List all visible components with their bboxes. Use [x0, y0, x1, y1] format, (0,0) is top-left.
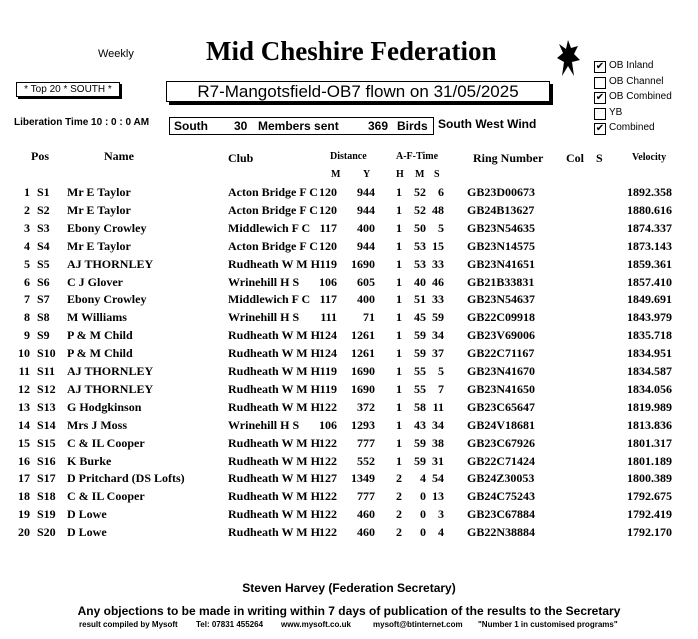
summary-members: 30 — [234, 119, 248, 133]
cell-pos: 16 — [18, 453, 30, 468]
cell-miles: 124 — [319, 346, 337, 361]
cell-pos: 12 — [18, 381, 30, 396]
table-row — [0, 489, 698, 507]
cell-miles: 120 — [319, 202, 337, 217]
cell-pos: 10 — [18, 346, 30, 361]
cell-name: AJ THORNLEY — [67, 256, 154, 271]
cell-hours: 1 — [396, 453, 402, 468]
cell-ring-number: GB22N38884 — [467, 525, 536, 540]
cell-yards: 1690 — [351, 256, 375, 271]
cell-yards: 71 — [363, 310, 375, 325]
cell-yards: 460 — [357, 525, 375, 540]
cell-hours: 1 — [396, 435, 402, 450]
cell-hours: 1 — [396, 346, 402, 361]
cell-seconds: 33 — [432, 292, 444, 307]
cell-name: Mr E Taylor — [67, 238, 131, 253]
cell-hours: 2 — [396, 525, 402, 540]
cell-hours: 1 — [396, 220, 402, 235]
cell-section-pos: S18 — [37, 489, 56, 504]
cell-ring-number: GB24B13627 — [467, 202, 535, 217]
cell-club: Wrinehill H S — [228, 417, 300, 432]
wind-direction: South West Wind — [438, 117, 537, 131]
cell-minutes: 50 — [414, 220, 426, 235]
cell-name: Mr E Taylor — [67, 202, 131, 217]
cell-yards: 400 — [357, 220, 375, 235]
table-row — [0, 507, 698, 525]
cell-minutes: 59 — [414, 346, 426, 361]
pigeon-logo-icon — [554, 38, 582, 78]
cell-ring-number: GB23D00673 — [467, 185, 536, 199]
checked-box-icon[interactable]: ✔ — [595, 61, 605, 72]
cell-seconds: 5 — [438, 220, 444, 235]
option-label: OB Channel — [609, 76, 664, 87]
federation-secretary: Steven Harvey (Federation Secretary) — [242, 581, 456, 595]
col-velocity-header: Velocity — [632, 152, 667, 163]
cell-seconds: 37 — [432, 346, 444, 361]
cell-ring-number: GB23N41670 — [467, 364, 536, 378]
table-row — [0, 382, 698, 400]
col-name-header: Name — [104, 149, 134, 163]
cell-section-pos: S20 — [37, 525, 56, 540]
cell-yards: 552 — [357, 453, 375, 468]
cell-hours: 1 — [396, 238, 402, 253]
cell-name: Mr E Taylor — [67, 185, 131, 199]
cell-ring-number: GB23N54637 — [467, 292, 536, 307]
unchecked-box-icon[interactable] — [594, 77, 606, 89]
cell-velocity: 1834.587 — [627, 364, 672, 378]
cell-yards: 1261 — [351, 346, 375, 361]
col-minutes-header: M — [415, 169, 425, 180]
cell-seconds: 54 — [432, 471, 444, 486]
cell-miles: 117 — [319, 220, 337, 235]
cell-seconds: 33 — [432, 256, 444, 271]
cell-ring-number: GB22C09918 — [467, 310, 536, 325]
cell-velocity: 1819.989 — [627, 399, 672, 414]
cell-hours: 1 — [396, 185, 402, 199]
cell-club: Rudheath W M H — [228, 471, 320, 486]
col-aftime-header: A-F-Time — [396, 151, 439, 162]
cell-miles: 117 — [319, 292, 337, 307]
cell-hours: 1 — [396, 256, 402, 271]
cell-seconds: 4 — [438, 525, 444, 540]
race-summary — [169, 117, 434, 135]
credit-email: mysoft@btinternet.com — [373, 620, 463, 629]
credit-compiled: result compiled by Mysoft — [79, 620, 178, 629]
table-row — [0, 275, 698, 293]
cell-minutes: 52 — [414, 202, 426, 217]
cell-pos: 19 — [18, 507, 30, 522]
option-label: Combined — [609, 122, 655, 133]
cell-velocity: 1834.056 — [627, 381, 672, 396]
cell-section-pos: S16 — [37, 453, 56, 468]
cell-yards: 605 — [357, 274, 375, 289]
cell-seconds: 13 — [432, 489, 444, 504]
credit-phone: Tel: 07831 455264 — [196, 620, 264, 629]
table-row — [0, 454, 698, 472]
cell-hours: 1 — [396, 399, 402, 414]
cell-section-pos: S14 — [37, 417, 56, 432]
cell-seconds: 5 — [438, 364, 444, 378]
cell-yards: 1293 — [351, 417, 375, 432]
cell-minutes: 55 — [414, 364, 426, 378]
checked-box-icon[interactable]: ✔ — [595, 92, 605, 103]
cell-miles: 122 — [319, 507, 337, 522]
cell-section-pos: S13 — [37, 399, 56, 414]
cell-pos: 6 — [24, 274, 30, 289]
cell-miles: 122 — [319, 489, 337, 504]
cell-velocity: 1835.718 — [627, 328, 672, 343]
cell-ring-number: GB24Z30053 — [467, 471, 535, 486]
cell-velocity: 1874.337 — [627, 220, 672, 235]
cell-hours: 1 — [396, 417, 402, 432]
table-row — [0, 364, 698, 382]
cell-velocity: 1880.616 — [627, 202, 672, 217]
cell-club: Rudheath W M H — [228, 489, 320, 504]
cell-club: Rudheath W M H — [228, 399, 320, 414]
cell-ring-number: GB23C65647 — [467, 399, 536, 414]
cell-seconds: 15 — [432, 238, 444, 253]
col-miles-header: M — [331, 169, 341, 180]
checked-box-icon[interactable]: ✔ — [595, 123, 605, 134]
cell-club: Rudheath W M H — [228, 364, 320, 378]
col-colour-header: Col — [566, 151, 584, 165]
col-seconds-header: S — [434, 169, 440, 180]
cell-seconds: 31 — [432, 453, 444, 468]
cell-name: C & IL Cooper — [67, 435, 145, 450]
cell-miles: 119 — [319, 364, 337, 378]
cell-name: AJ THORNLEY — [67, 381, 154, 396]
cell-velocity: 1892.358 — [627, 185, 672, 199]
cell-yards: 1690 — [351, 364, 375, 378]
cell-name: G Hodgkinson — [67, 399, 142, 414]
cell-pos: 4 — [24, 238, 30, 253]
cell-name: Ebony Crowley — [67, 220, 147, 235]
cell-ring-number: GB23V69006 — [467, 328, 536, 343]
cell-hours: 1 — [396, 274, 402, 289]
table-row — [0, 525, 698, 543]
col-hours-header: H — [396, 169, 404, 180]
cell-name: P & M Child — [67, 328, 133, 343]
cell-hours: 1 — [396, 310, 402, 325]
cell-pos: 17 — [18, 471, 30, 486]
cell-minutes: 51 — [414, 292, 426, 307]
cell-velocity: 1792.675 — [627, 489, 672, 504]
cell-miles: 106 — [319, 417, 337, 432]
cell-club: Acton Bridge F C — [228, 185, 318, 199]
cell-velocity: 1801.317 — [627, 435, 672, 450]
table-row — [0, 400, 698, 418]
cell-velocity: 1813.836 — [627, 417, 672, 432]
cell-velocity: 1792.419 — [627, 507, 672, 522]
table-row — [0, 436, 698, 454]
cell-pos: 5 — [24, 256, 30, 271]
cell-pos: 9 — [24, 328, 30, 343]
cell-velocity: 1859.361 — [627, 256, 672, 271]
credit-slogan: "Number 1 in customised programs" — [478, 620, 618, 629]
cell-name: D Lowe — [67, 525, 107, 540]
table-row — [0, 310, 698, 328]
cell-velocity: 1873.143 — [627, 238, 672, 253]
cell-club: Acton Bridge F C — [228, 238, 318, 253]
col-yards-header: Y — [363, 169, 371, 180]
cell-yards: 1349 — [351, 471, 375, 486]
cell-yards: 1261 — [351, 328, 375, 343]
summary-birds-label: Birds — [397, 119, 428, 133]
cell-ring-number: GB24C75243 — [467, 489, 536, 504]
cell-club: Rudheath W M H — [228, 381, 320, 396]
cell-minutes: 58 — [414, 399, 426, 414]
cell-yards: 944 — [357, 202, 375, 217]
cell-hours: 1 — [396, 364, 402, 378]
cell-pos: 1 — [24, 185, 30, 199]
credit-website: www.mysoft.co.uk — [281, 620, 351, 629]
cell-name: D Pritchard (DS Lofts) — [67, 471, 185, 486]
cell-name: AJ THORNLEY — [67, 364, 154, 378]
cell-club: Rudheath W M H — [228, 453, 320, 468]
cell-velocity: 1849.691 — [627, 292, 672, 307]
cell-pos: 20 — [18, 525, 30, 540]
cell-minutes: 0 — [420, 489, 426, 504]
cell-hours: 1 — [396, 292, 402, 307]
cell-miles: 122 — [319, 399, 337, 414]
cell-seconds: 6 — [438, 185, 444, 199]
cell-minutes: 59 — [414, 435, 426, 450]
cell-ring-number: GB21B33831 — [467, 274, 535, 289]
cell-miles: 120 — [319, 185, 337, 199]
cell-seconds: 11 — [432, 399, 444, 414]
table-row — [0, 239, 698, 257]
cell-section-pos: S5 — [37, 256, 50, 271]
cell-seconds: 3 — [438, 507, 444, 522]
cell-club: Middlewich F C — [228, 292, 311, 307]
col-club-header: Club — [228, 151, 254, 165]
table-row — [0, 221, 698, 239]
unchecked-box-icon[interactable] — [594, 108, 606, 120]
cell-section-pos: S10 — [37, 346, 56, 361]
cell-seconds: 38 — [432, 435, 444, 450]
cell-yards: 944 — [357, 238, 375, 253]
cell-miles: 122 — [319, 453, 337, 468]
cell-yards: 777 — [357, 489, 375, 504]
cell-section-pos: S19 — [37, 507, 56, 522]
cell-club: Wrinehill H S — [228, 274, 300, 289]
cell-pos: 2 — [24, 202, 30, 217]
col-ring-header: Ring Number — [473, 151, 544, 165]
cell-minutes: 40 — [414, 274, 426, 289]
cell-ring-number: GB22C71424 — [467, 453, 536, 468]
cell-minutes: 45 — [414, 310, 426, 325]
cell-minutes: 59 — [414, 453, 426, 468]
cell-ring-number: GB23C67884 — [467, 507, 536, 522]
cell-yards: 777 — [357, 435, 375, 450]
cell-minutes: 52 — [414, 185, 426, 199]
cell-section-pos: S4 — [37, 238, 50, 253]
cell-seconds: 34 — [432, 417, 444, 432]
table-row — [0, 203, 698, 221]
top20-badge: * Top 20 * SOUTH * — [16, 82, 120, 97]
cell-ring-number: GB23C67926 — [467, 435, 536, 450]
table-row — [0, 257, 698, 275]
cell-miles: 127 — [319, 471, 337, 486]
cell-club: Rudheath W M H — [228, 256, 320, 271]
cell-seconds: 34 — [432, 328, 444, 343]
table-row — [0, 328, 698, 346]
cell-miles: 122 — [319, 525, 337, 540]
cell-ring-number: GB23N54635 — [467, 220, 536, 235]
cell-minutes: 0 — [420, 525, 426, 540]
cell-miles: 120 — [319, 238, 337, 253]
race-title: R7-Mangotsfield-OB7 flown on 31/05/2025 — [166, 81, 550, 102]
cell-hours: 2 — [396, 471, 402, 486]
cell-hours: 1 — [396, 381, 402, 396]
cell-minutes: 43 — [414, 417, 426, 432]
cell-pos: 18 — [18, 489, 30, 504]
page-title: Mid Cheshire Federation — [206, 36, 497, 66]
cell-club: Middlewich F C — [228, 220, 311, 235]
cell-ring-number: GB22C71167 — [467, 346, 535, 361]
cell-miles: 119 — [319, 256, 337, 271]
cell-club: Rudheath W M H — [228, 328, 320, 343]
cell-name: Ebony Crowley — [67, 292, 147, 307]
cell-seconds: 59 — [432, 310, 444, 325]
table-row — [0, 418, 698, 436]
option-label: OB Inland — [609, 60, 654, 71]
cell-club: Rudheath W M H — [228, 525, 320, 540]
table-row — [0, 292, 698, 310]
cell-section-pos: S3 — [37, 220, 50, 235]
cell-yards: 460 — [357, 507, 375, 522]
cell-ring-number: GB23N41650 — [467, 381, 536, 396]
cell-minutes: 53 — [414, 238, 426, 253]
cell-section-pos: S2 — [37, 202, 50, 217]
cell-pos: 13 — [18, 399, 30, 414]
cell-miles: 124 — [319, 328, 337, 343]
cell-section-pos: S11 — [37, 364, 56, 378]
cell-miles: 106 — [319, 274, 337, 289]
cell-hours: 2 — [396, 489, 402, 504]
cell-velocity: 1792.170 — [627, 525, 672, 540]
cell-velocity: 1857.410 — [627, 274, 672, 289]
cell-seconds: 7 — [438, 381, 444, 396]
cell-velocity: 1834.951 — [627, 346, 672, 361]
cell-miles: 119 — [319, 381, 337, 396]
cell-name: P & M Child — [67, 346, 133, 361]
table-row — [0, 185, 698, 203]
cell-miles: 111 — [320, 310, 337, 325]
cell-yards: 400 — [357, 292, 375, 307]
summary-birds: 369 — [368, 119, 389, 133]
liberation-time: Liberation Time 10 : 0 : 0 AM — [14, 117, 150, 128]
col-pos-header: Pos — [31, 149, 49, 163]
cell-section-pos: S12 — [37, 381, 56, 396]
cell-minutes: 55 — [414, 381, 426, 396]
cell-name: D Lowe — [67, 507, 107, 522]
cell-minutes: 53 — [414, 256, 426, 271]
cell-velocity: 1800.389 — [627, 471, 672, 486]
col-distance-header: Distance — [330, 151, 367, 162]
summary-members-label: Members sent — [258, 119, 339, 133]
cell-club: Acton Bridge F C — [228, 202, 318, 217]
cell-miles: 122 — [319, 435, 337, 450]
cell-velocity: 1843.979 — [627, 310, 672, 325]
cell-pos: 8 — [24, 310, 30, 325]
objections-notice: Any objections to be made in writing within 7 days of publication of the results to the Secretary — [77, 604, 621, 618]
cell-name: M Williams — [67, 310, 127, 325]
cell-club: Rudheath W M H — [228, 435, 320, 450]
cell-seconds: 46 — [432, 274, 444, 289]
cell-hours: 1 — [396, 202, 402, 217]
cell-club: Rudheath W M H — [228, 507, 320, 522]
weekly-label: Weekly — [98, 48, 134, 60]
cell-minutes: 4 — [420, 471, 426, 486]
cell-pos: 7 — [24, 292, 30, 307]
option-label: YB — [609, 107, 623, 118]
cell-club: Rudheath W M H — [228, 346, 320, 361]
cell-section-pos: S6 — [37, 274, 50, 289]
cell-name: K Burke — [67, 453, 112, 468]
cell-minutes: 59 — [414, 328, 426, 343]
table-row — [0, 471, 698, 489]
cell-pos: 15 — [18, 435, 30, 450]
cell-velocity: 1801.189 — [627, 453, 672, 468]
cell-seconds: 48 — [432, 202, 444, 217]
cell-section-pos: S17 — [37, 471, 56, 486]
col-s-header: S — [596, 151, 603, 165]
cell-yards: 944 — [357, 185, 375, 199]
cell-club: Wrinehill H S — [228, 310, 300, 325]
cell-ring-number: GB23N41651 — [467, 256, 536, 271]
cell-section-pos: S8 — [37, 310, 50, 325]
cell-section-pos: S7 — [37, 292, 50, 307]
cell-name: C & IL Cooper — [67, 489, 145, 504]
cell-pos: 14 — [18, 417, 30, 432]
option-label: OB Combined — [609, 91, 672, 102]
cell-section-pos: S9 — [37, 328, 50, 343]
cell-name: Mrs J Moss — [67, 417, 127, 432]
cell-ring-number: GB24V18681 — [467, 417, 536, 432]
cell-hours: 1 — [396, 328, 402, 343]
cell-yards: 1690 — [351, 381, 375, 396]
cell-name: C J Glover — [67, 274, 123, 289]
cell-pos: 11 — [18, 364, 30, 378]
cell-hours: 2 — [396, 507, 402, 522]
cell-section-pos: S1 — [37, 185, 50, 199]
cell-minutes: 0 — [420, 507, 426, 522]
cell-section-pos: S15 — [37, 435, 56, 450]
cell-yards: 372 — [357, 399, 375, 414]
cell-ring-number: GB23N14575 — [467, 238, 536, 253]
cell-pos: 3 — [24, 220, 30, 235]
table-row — [0, 346, 698, 364]
summary-section: South — [174, 119, 208, 133]
